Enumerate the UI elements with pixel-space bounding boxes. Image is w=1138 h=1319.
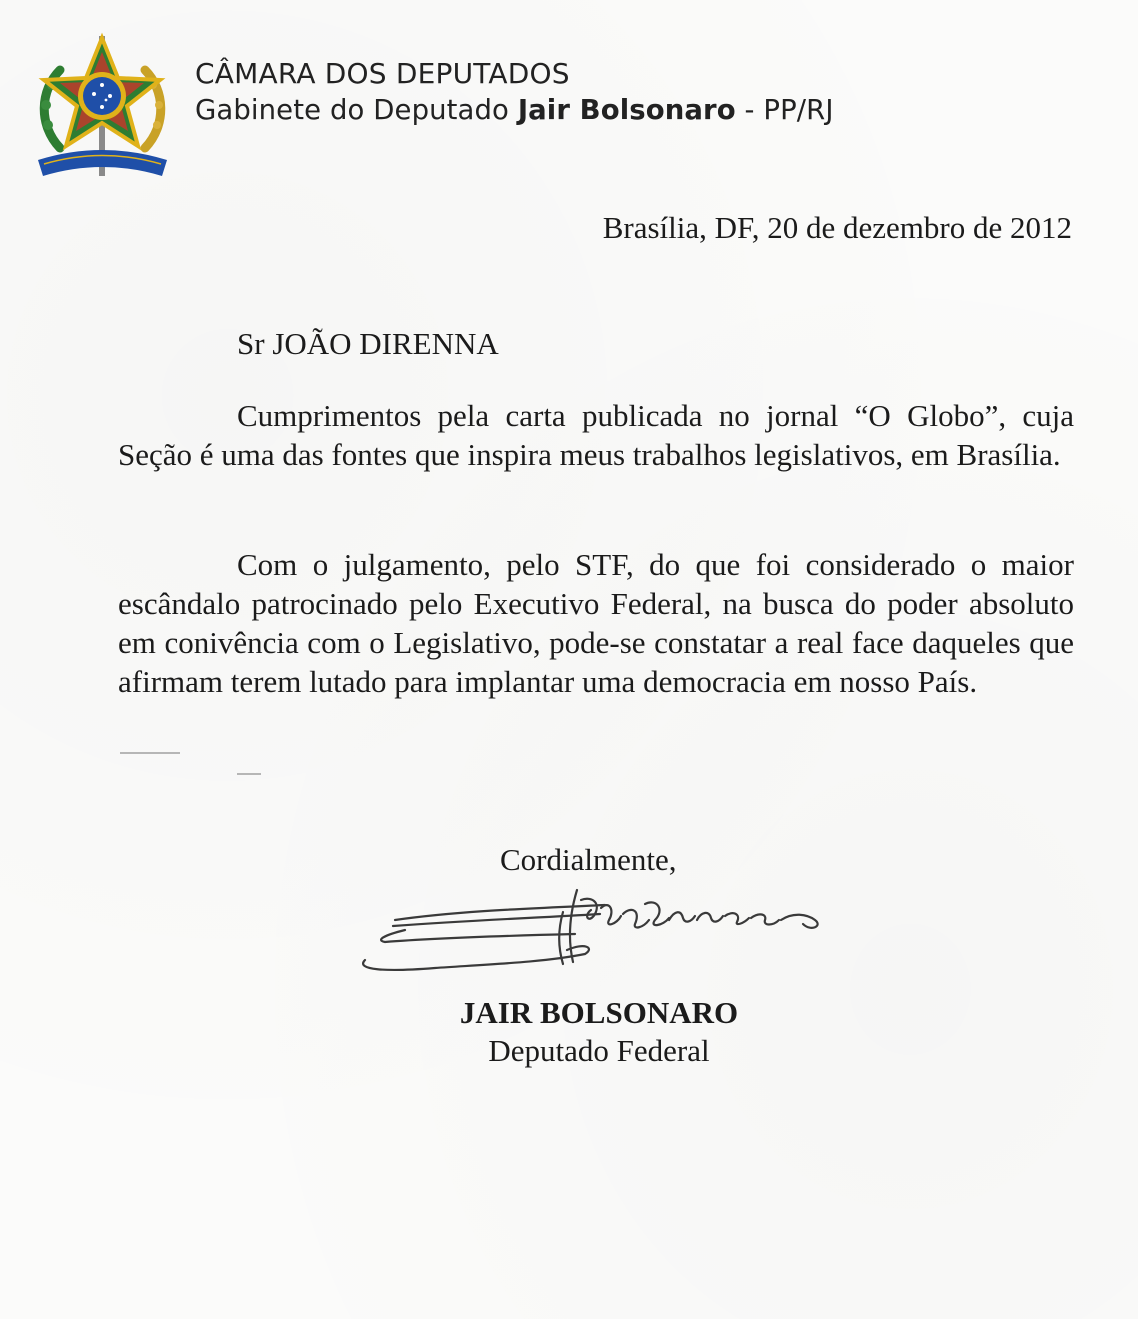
scan-smudge <box>120 752 180 754</box>
date-line: Brasília, DF, 20 de dezembro de 2012 <box>602 210 1072 245</box>
party-suffix: - PP/RJ <box>735 94 834 126</box>
addressee: Sr JOÃO DIRENNA <box>237 326 499 361</box>
deputy-name: Jair Bolsonaro <box>517 94 736 126</box>
office-prefix: Gabinete do Deputado <box>195 94 518 126</box>
office-line <box>195 92 834 128</box>
institution-name: CÂMARA DOS DEPUTADOS <box>195 57 570 90</box>
signer-title: Deputado Federal <box>488 1033 710 1068</box>
scan-smudge <box>237 773 261 775</box>
letterhead <box>195 56 834 128</box>
paragraph-2 <box>118 545 1074 701</box>
southern-cross-disc-icon <box>83 77 121 115</box>
signer-name: JAIR BOLSONARO <box>459 995 739 1030</box>
closing: Cordialmente, <box>500 842 677 877</box>
paragraph-1 <box>118 396 1074 474</box>
paragraph-text: Cumprimentos pela carta publicada no jornal “O Globo”, cuja Seção é uma das fontes que inspira meus trabalhos legislativos, em Brasília. <box>118 398 1074 472</box>
coat-of-arms-emblem <box>30 30 175 182</box>
paragraph-text: Com o julgamento, pelo STF, do que foi considerado o maior escândalo patrocinado pelo Executivo Federal, na busca do poder absoluto em conivência com o Legislativo, pode-se constatar a real face daqueles que afirmam terem lutado para implantar uma democracia em nosso País. <box>118 547 1074 699</box>
handwritten-signature <box>345 880 860 980</box>
